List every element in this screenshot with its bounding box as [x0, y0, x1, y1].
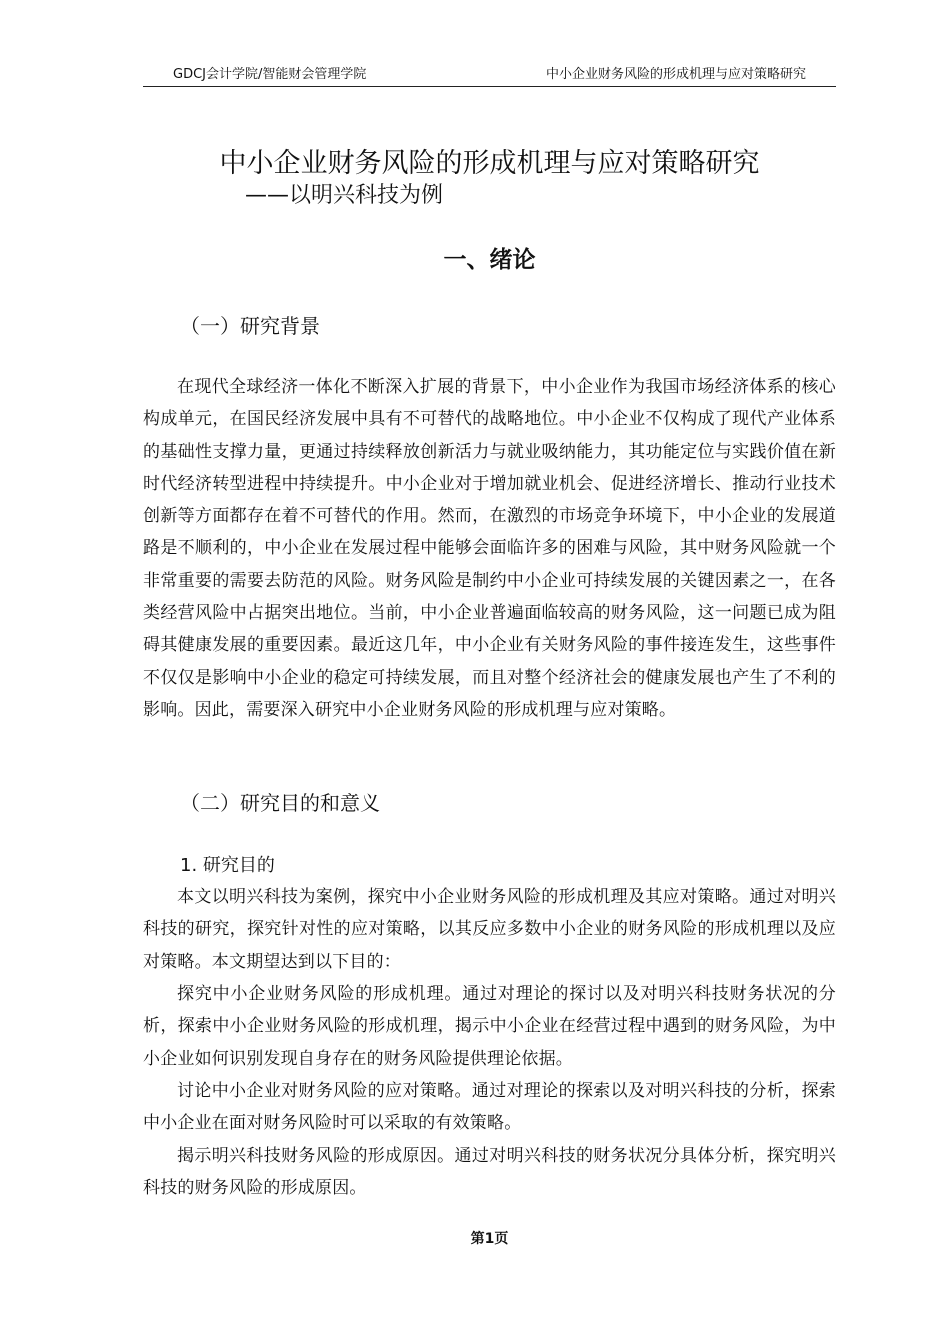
background-paragraph: 在现代全球经济一体化不断深入扩展的背景下，中小企业作为我国市场经济体系的核心构成单元，在国民经济发展中具有不可替代的战略地位。中小企业不仅构成了现代产业体系的基础性支撑力量，更通过持续释放创新活力与就业吸纳能力，其功能定位与实践价值在新时代经济转型进程中持续提升。中小企业对于增加就业机会、促进经济增长、推动行业技术创新等方面都存在着不可替代的作用。然而，在激烈的市场竞争环境下，中小企业的发展道路是不顺利的，中小企业在发展过程中能够会面临许多的困难与风险，其中财务风险就一个非常重要的需要去防范的风险。财务风险是制约中小企业可持续发展的关键因素之一，在各类经营风险中占据突出地位。当前，中小企业普遍面临较高的财务风险，这一问题已成为阻碍其健康发展的重要因素。最近这几年，中小企业有关财务风险的事件接连发生，这些事件不仅仅是影响中小企业的稳定可持续发展，而且对整个经济社会的健康发展也产生了不利的影响。因此，需要深入研究中小企业财务风险的形成机理与应对策略。: [143, 377, 836, 720]
sub-heading-research-purpose: 1. 研究目的: [180, 855, 275, 876]
section-heading-background: （一）研究背景: [180, 314, 320, 338]
purpose-paragraph-causes: 揭示明兴科技财务风险的形成原因。通过对明兴科技的财务状况分具体分析，探究明兴科技的财务风险的形成原因。: [143, 1146, 836, 1199]
purpose-paragraph-strategy: 讨论中小企业对财务风险的应对策略。通过对理论的探索以及对明兴科技的分析，探索中小企业在面对财务风险时可以采取的有效策略。: [143, 1081, 836, 1134]
document-title: 中小企业财务风险的形成机理与应对策略研究: [219, 148, 760, 179]
chapter-heading: 一、绪论: [443, 247, 536, 273]
section-heading-purpose-significance: （二）研究目的和意义: [180, 791, 380, 815]
page-header: [143, 64, 836, 87]
purpose-paragraph-intro: 本文以明兴科技为案例，探究中小企业财务风险的形成机理及其应对策略。通过对明兴科技的研究，探究针对性的应对策略，以其反应多数中小企业的财务风险的形成机理以及应对策略。本文期望达到以下目的：: [143, 887, 836, 972]
document-subtitle: ——以明兴科技为例: [245, 183, 444, 208]
purpose-paragraph-mechanism: 探究中小企业财务风险的形成机理。通过对理论的探讨以及对明兴科技财务状况的分析，探索中小企业财务风险的形成机理，揭示中小企业在经营过程中遇到的财务风险，为中小企业如何识别发现自身存在的财务风险提供理论依据。: [143, 984, 836, 1069]
page-number: 第1页: [470, 1231, 509, 1247]
header-running-title: 中小企业财务风险的形成机理与应对策略研究: [545, 67, 806, 82]
header-school-name: GDCJ会计学院/智能财会管理学院: [173, 67, 367, 82]
